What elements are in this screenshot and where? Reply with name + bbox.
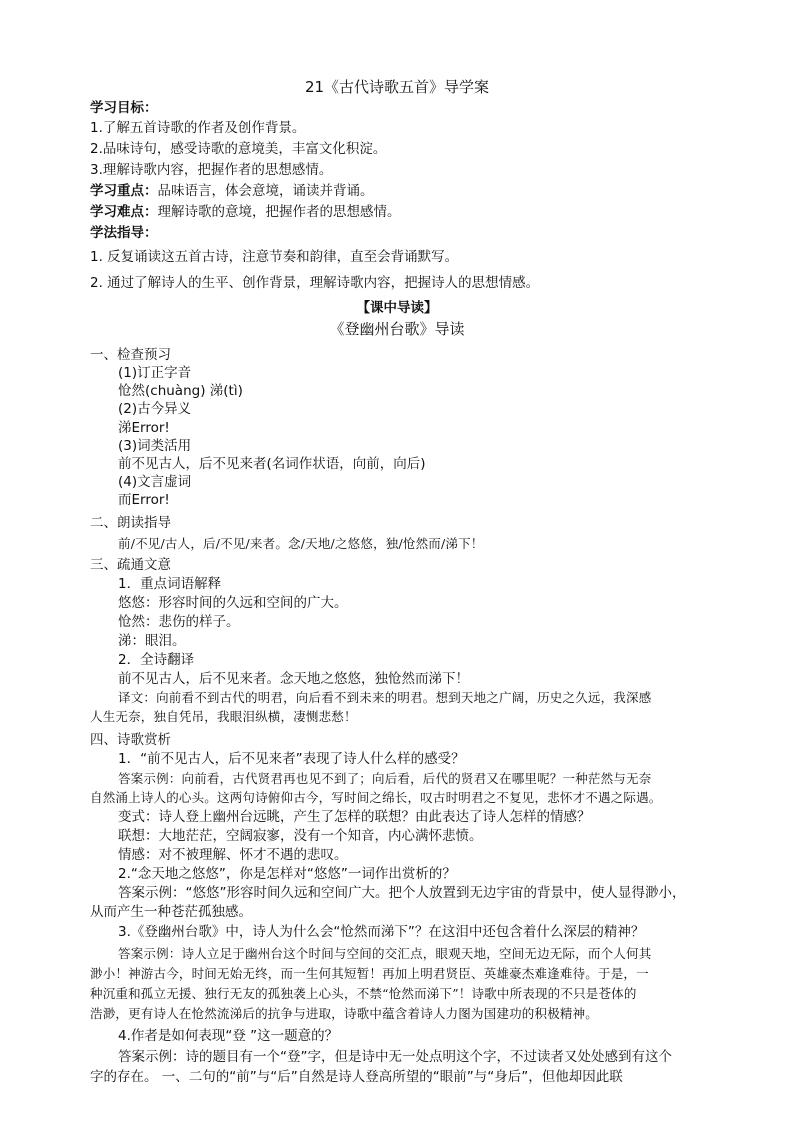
variant-answer: 联想：大地茫茫，空阔寂寥，没有一个知音，内心满怀悲愤。 <box>118 828 483 844</box>
variant-answer: 情感：对不被理解、怀才不遇的悲叹。 <box>118 847 348 863</box>
part1-line: 涕Error! <box>118 420 170 436</box>
answer-3: 种沉重和孤立无援、独行无友的孤独袭上心头，不禁“怆然而涕下”！诗歌中所表现的不只是苍体的 <box>90 986 637 1001</box>
question-1: 1．“前不见古人，后不见来者”表现了诗人什么样的感受？ <box>118 751 465 767</box>
answer-2: 答案示例：“悠悠”形容时间久远和空间广大。把个人放置到无边宇宙的背景中，使人显得渺小， <box>118 885 686 901</box>
answer-1: 自然涌上诗人的心头。这两句诗俯仰古今，写时间之绵长，叹古时明君之不复见，悲怀才不遇之际遇。 <box>90 790 662 805</box>
part3-line: 1．重点词语解释 <box>118 576 222 592</box>
goals-heading: 学习目标： <box>90 100 158 116</box>
part3-line: 2．全诗翻译 <box>118 652 195 668</box>
section-heading: 【课中导读】 <box>356 300 438 316</box>
part2-heading: 二、朗读指导 <box>90 515 171 531</box>
part1-line: (4)文言虚词 <box>118 474 192 490</box>
part3-line: 前不见古人，后不见来者。念天地之悠悠，独怆然而涕下！ <box>118 671 469 687</box>
answer-1: 答案示例：向前看，古代贤君再也见不到了；向后看，后代的贤君又在哪里呢？一种茫然与无奈 <box>118 771 652 786</box>
part4-heading: 四、诗歌赏析 <box>90 732 171 748</box>
part3-line: 怆然：悲伤的样子。 <box>118 614 240 630</box>
goal-item: 2.品味诗句，感受诗歌的意境美，丰富文化积淀。 <box>90 141 387 157</box>
translation-line: 人生无奈，独自凭吊，我眼泪纵横，凄恻悲愁！ <box>90 709 357 724</box>
question-2: 2.“念天地之悠悠”，你是怎样对“悠悠”一词作出赏析的？ <box>118 866 456 882</box>
goal-item: 3.理解诗歌内容，把握作者的思想感情。 <box>90 162 333 178</box>
focus-line <box>90 182 374 200</box>
answer-3: 浩渺，更有诗人在怆然流涕后的抗争与进取，诗歌中蕴含着诗人力图为国建功的积极精神。 <box>90 1006 599 1021</box>
difficulty-line <box>90 203 401 221</box>
part1-line: 而Error! <box>118 492 170 508</box>
part3-line: 涕：眼泪。 <box>118 633 186 649</box>
difficulty-label: 学习难点： <box>90 204 158 220</box>
method-heading: 学法指导： <box>90 225 158 241</box>
method-item: 1. 反复诵读这五首古诗，注意节奏和韵律，直至会背诵默写。 <box>90 249 459 265</box>
part1-line: 前不见古人，后不见来者(名词作状语，向前，向后) <box>118 456 426 472</box>
answer-3: 答案示例：诗人立足于幽州台这个时间与空间的交汇点，眼观天地，空间无边无际，而个人何其 <box>118 946 652 961</box>
section-subtitle: 《登幽州台歌》导读 <box>329 320 465 338</box>
doc-title: 21《古代诗歌五首》导学案 <box>304 78 490 96</box>
part1-line: (3)词类活用 <box>118 438 192 454</box>
difficulty-text: 理解诗歌的意境，把握作者的思想感情。 <box>157 204 401 220</box>
part1-line: (1)订正字音 <box>118 365 192 381</box>
focus-label: 学习重点： <box>90 183 158 199</box>
part1-heading: 一、检查预习 <box>90 347 171 363</box>
translation-line: 译文：向前看不到古代的明君，向后看不到未来的明君。想到天地之广阔，历史之久远，我深感 <box>118 690 652 705</box>
method-item: 2. 通过了解诗人的生平、创作背景，理解诗歌内容，把握诗人的思想情感。 <box>90 275 540 291</box>
reading-rhythm: 前/不见/古人，后/不见/来者。念/天地/之悠悠，独/怆然而/涕下！ <box>118 536 484 551</box>
answer-2: 从而产生一种苍茫孤独感。 <box>90 904 252 920</box>
question-4: 4.作者是如何表现“登 ”这一题意的？ <box>118 1028 339 1044</box>
answer-3: 渺小！神游古今，时间无始无终，而一生何其短暂！再加上明君贤臣、英雄豪杰难逢难待。于是，一 <box>90 966 649 981</box>
part3-heading: 三、疏通文意 <box>90 557 171 573</box>
goal-item: 1.了解五首诗歌的作者及创作背景。 <box>90 120 306 136</box>
answer-4: 字的存在。 一、二句的“前”与“后”自然是诗人登高所望的“眼前”与“身后”，但他却因此联 <box>90 1069 623 1085</box>
part3-line: 悠悠：形容时间的久远和空间的广大。 <box>118 595 348 611</box>
part1-line: 怆然(chuàng) 涕(tì) <box>118 383 243 399</box>
focus-text: 品味语言，体会意境，诵读并背诵。 <box>157 183 374 199</box>
part1-line: (2)古今异义 <box>118 401 192 417</box>
variant-question: 变式：诗人登上幽州台远眺，产生了怎样的联想？由此表达了诗人怎样的情感？ <box>118 809 591 825</box>
question-3: 3.《登幽州台歌》中，诗人为什么会“怆然而涕下”？在这泪中还包含着什么深层的精神？ <box>118 924 645 940</box>
answer-4: 答案示例：诗的题目有一个“登”字，但是诗中无一处点明这个字，不过读者又处处感到有这个 <box>118 1049 672 1065</box>
